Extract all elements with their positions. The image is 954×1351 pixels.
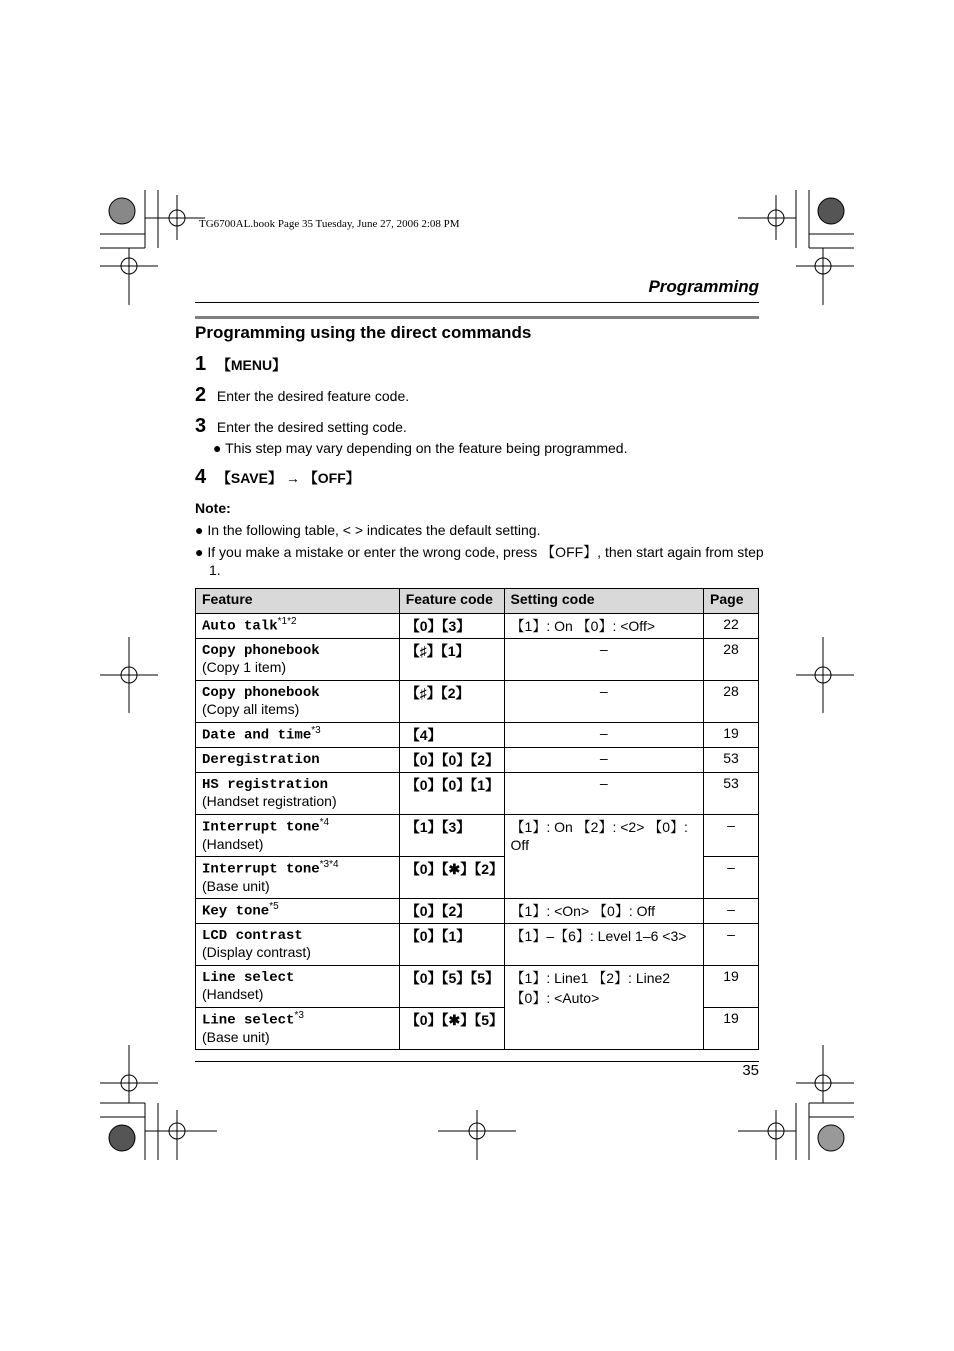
feature-name: Line select <box>202 1012 295 1029</box>
table-row <box>196 966 759 1008</box>
page-ref: – <box>704 857 759 899</box>
col-header: Feature code <box>399 589 504 614</box>
feature-code: 【♯】【2】 <box>399 681 504 723</box>
footer-rule <box>195 1061 759 1062</box>
feature-code: 【0】【3】 <box>399 614 504 639</box>
page-ref: 22 <box>704 614 759 639</box>
feature-desc: (Display contrast) <box>202 944 311 960</box>
feature-name: Deregistration <box>202 752 320 768</box>
feature-name: LCD contrast <box>202 928 303 944</box>
bullet-icon: ● <box>195 522 204 538</box>
setting-code: – <box>504 681 703 723</box>
table-row <box>196 815 759 857</box>
feature-name: Copy phonebook <box>202 685 320 701</box>
header-rule <box>195 302 759 303</box>
page-number: 35 <box>742 1062 759 1079</box>
feature-table <box>195 588 759 1050</box>
page-subtitle: Programming using the direct commands <box>195 323 532 342</box>
footnote-ref: *3*4 <box>319 859 339 870</box>
step-number: 2 <box>195 384 207 406</box>
setting-code: 【1】: On 【0】: <Off> <box>504 614 703 639</box>
feature-desc: (Handset) <box>202 986 264 1002</box>
page-ref: 53 <box>704 773 759 815</box>
feature-desc: (Base unit) <box>202 877 270 894</box>
footnote-ref: *5 <box>269 901 279 912</box>
table-row <box>196 748 759 773</box>
bullet-icon: ● <box>195 544 204 560</box>
footnote-ref: *3 <box>311 725 321 736</box>
feature-code: 【0】【1】 <box>399 924 504 966</box>
feature-name: Interrupt tone <box>202 861 320 878</box>
step-number: 1 <box>195 353 207 375</box>
step-3-bullet <box>213 440 627 456</box>
file-info: TG6700AL.book Page 35 Tuesday, June 27, 2006 2:08 PM <box>199 218 460 230</box>
step-number: 4 <box>195 466 207 488</box>
setting-code: 【1】: <On> 【0】: Off <box>504 899 703 924</box>
setting-code: – <box>504 639 703 681</box>
feature-code: 【0】【2】 <box>399 899 504 924</box>
table-row <box>196 899 759 924</box>
step-4 <box>195 466 360 489</box>
page-ref: 28 <box>704 639 759 681</box>
feature-name: Interrupt tone <box>202 819 320 836</box>
feature-desc: (Copy 1 item) <box>202 659 287 675</box>
setting-code: 【1】: On 【2】: <2> 【0】: Off <box>504 815 703 899</box>
step-text: Enter the desired setting code. <box>216 419 407 435</box>
table-row <box>196 614 759 639</box>
title-rule <box>195 316 759 319</box>
table-header-row <box>196 589 759 614</box>
step-text: 【SAVE】 → 【OFF】 <box>216 470 360 486</box>
step-3 <box>195 415 407 438</box>
step-number: 3 <box>195 415 207 437</box>
page-ref: 28 <box>704 681 759 723</box>
feature-desc: (Handset) <box>202 835 264 852</box>
setting-code-cell <box>504 966 703 1050</box>
page-ref: – <box>704 899 759 924</box>
page-ref: 19 <box>704 966 759 1008</box>
page-ref: – <box>704 815 759 857</box>
table-row <box>196 681 759 723</box>
footnote-ref: *3 <box>294 1010 304 1021</box>
bullet-text: This step may vary depending on the feature being programmed. <box>225 440 628 456</box>
feature-desc: (Copy all items) <box>202 701 300 717</box>
table-row <box>196 773 759 815</box>
feature-code: 【0】【0】【2】 <box>399 748 504 773</box>
setting-code: – <box>504 773 703 815</box>
page-ref: – <box>704 924 759 966</box>
feature-code: 【0】【5】【5】 <box>399 966 504 1008</box>
note-label: Note: <box>195 500 231 516</box>
footnote-ref: *1*2 <box>277 616 297 627</box>
feature-desc: (Base unit) <box>202 1028 270 1045</box>
feature-name: Copy phonebook <box>202 643 320 659</box>
step-1 <box>195 353 286 376</box>
note-item <box>195 543 773 579</box>
feature-code: 【1】【3】 <box>399 815 504 857</box>
note-text: If you make a mistake or enter the wrong code, press 【OFF】, then start again from step 1. <box>207 544 764 578</box>
section-title: Programming <box>648 277 759 296</box>
table-row <box>196 639 759 681</box>
step-2 <box>195 384 409 407</box>
feature-code: 【4】 <box>399 723 504 748</box>
table-row <box>196 723 759 748</box>
setting-code: – <box>504 723 703 748</box>
footnote-ref: *4 <box>319 817 330 828</box>
col-header: Page <box>704 589 759 614</box>
step-text: Enter the desired feature code. <box>216 388 410 404</box>
feature-code: 【0】【0】【1】 <box>399 773 504 815</box>
table-row <box>196 924 759 966</box>
col-header: Feature <box>196 589 400 614</box>
setting-code: – <box>504 748 703 773</box>
setting-code: 【1】–【6】: Level 1–6 <3> <box>504 924 703 966</box>
feature-desc: (Handset registration) <box>202 793 337 809</box>
feature-name: Auto talk <box>202 618 278 635</box>
feature-name: Line select <box>202 970 295 986</box>
feature-code: 【0】【✱】【5】 <box>399 1008 504 1050</box>
page-ref: 53 <box>704 748 759 773</box>
page-ref: 19 <box>704 1008 759 1050</box>
bullet-icon: ● <box>213 440 222 456</box>
feature-name: Date and time <box>202 727 312 744</box>
feature-code: 【0】【✱】【2】 <box>399 857 504 899</box>
setting-code: 【1】: Line1 【2】: Line2 <box>510 970 671 986</box>
feature-name: Key tone <box>202 903 270 920</box>
col-header: Setting code <box>504 589 703 614</box>
page-ref: 19 <box>704 723 759 748</box>
note-item <box>195 522 540 538</box>
feature-name: HS registration <box>202 777 329 793</box>
note-text: In the following table, < > indicates the default setting. <box>207 522 541 538</box>
setting-code: 【0】: <Auto> <box>510 990 600 1006</box>
step-text: 【MENU】 <box>216 357 287 373</box>
feature-code: 【♯】【1】 <box>399 639 504 681</box>
